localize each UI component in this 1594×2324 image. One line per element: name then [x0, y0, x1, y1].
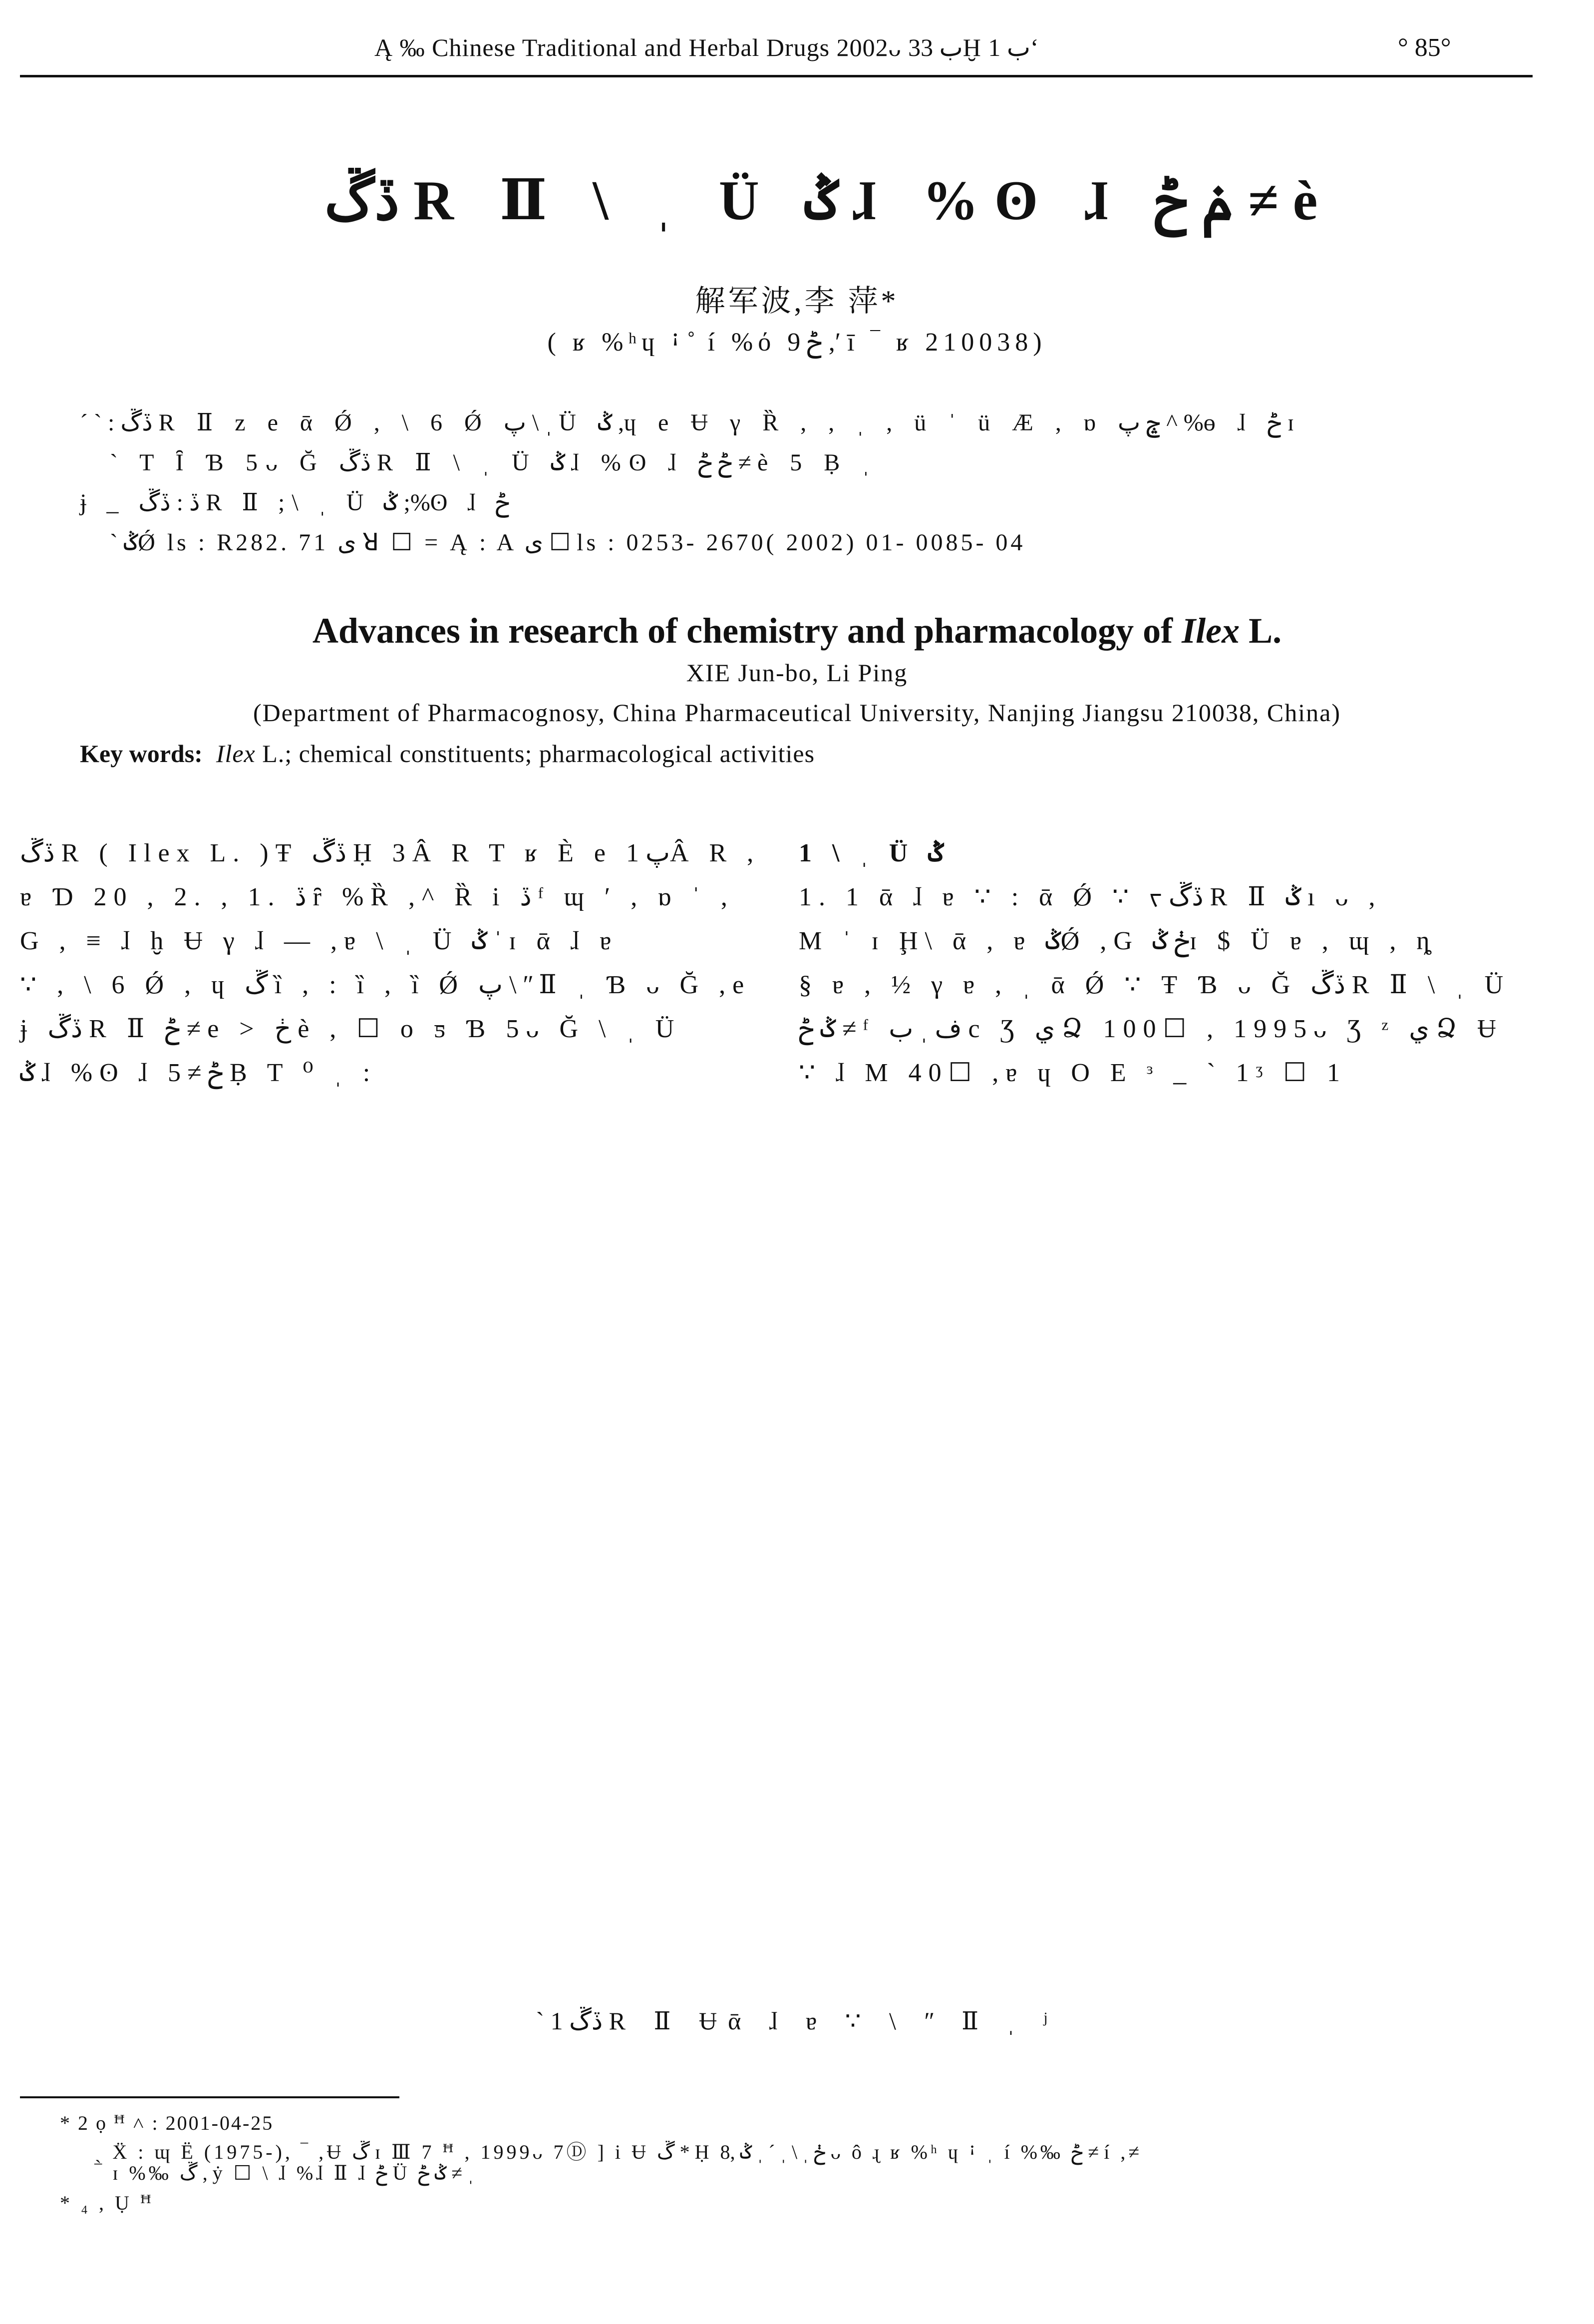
- section-heading: 1 \ ˌ Ü ݣ: [799, 839, 944, 867]
- keywords-cn: ɉ _ ڏ : ڏڱ R Ⅱ ;\ ˌ Ü ݣ ;%ʘ ɺ ݲ: [80, 489, 510, 516]
- footnote-corresponding: * ₄ , Ụ ꟸ: [60, 2192, 154, 2214]
- affiliation-cn: ( ʁ %ʰɥ ꜟ ̊ í %ό ݲ 9 ,ʹ ī ‾ ʁ 210038): [547, 328, 1047, 357]
- body-line: M ˈ ɪ Ḩ\ ᾱ , ɐ ݣǾ ,G ڂ ݣɪ $ Ü ɐ , ɰ , ȵ: [799, 927, 1437, 955]
- classification-line: ˋ ݣǾ ls : R282. 71 ى ꓤ ☐ = Ą : A ى ☐ ls : 0253- 2670( 2002) 01- 0085- 04: [110, 529, 1026, 556]
- body-line: ݣ ɺ %ʘ ɺ ݲ ≠ 5 Ḅ T ⁰ ˌ :: [20, 1059, 377, 1087]
- abstract-cn-line: ` T Ȋ Ɓ 5ᴗ Ğ ڏڱ R Ⅱ \ ˌ Ü ݣ ɺ %ʘ ɺ ݲ ݲ ≠ è 5 Ḅ ˌ: [110, 449, 878, 476]
- body-line: ɉ ڏڱ R Ⅱ ݲ ≠ e > ڂ è , ☐ o ƽ Ɓ 5ᴗ Ğ \ ˌ Ü: [20, 1015, 681, 1043]
- page-number: ° 85°: [1398, 33, 1451, 62]
- body-line: ∵ ɺ M 40☐ ,ɐ ɥ O E ᶟ _ ˋ 1ᶾ ☐ 1: [799, 1059, 1347, 1087]
- title-en-main: Advances in research of chemistry and pharmacology of: [312, 611, 1173, 651]
- keywords-en: [80, 739, 815, 768]
- body-column-left: [20, 831, 761, 1095]
- authors-en: XIE Jun-bo, Li Ping: [686, 659, 908, 687]
- affiliation-en: (Department of Pharmacognosy, China Pharmaceutical University, Nanjing Jiangsu 210038, China): [253, 699, 1341, 727]
- article-title-en: [0, 610, 1594, 652]
- header-rule: [20, 75, 1533, 77]
- footnote-author-bio: ‾ ɪ %‰ ڱ , ẏ ☐ \ ɺ %ɺ Ⅱ ɺ ݲ Ü ݣ ݲ ≠ ˌ: [95, 2162, 474, 2184]
- abstract-cn-line: ˊ ` : ڏڱ R Ⅱ z e ᾱ Ǿ , \ 6 Ǿ پ \ ˌ Ü ݣ ,ɥ e Ʉ γ Ȑ , , ˌ , ü ˈ ü Æ , ɒ ݘ پ ^ %ɵ ɺ ݲ ɪ: [80, 409, 1302, 436]
- footnote-author-bio: ˏ Ẍ : ɰ Ë (1975-), ‾ ,Ʉ ڱ ɪ Ⅲ 7 ꟸ , 1999ᴗ 7Ⓓ ] i Ʉ ڱ * Ḥ ڂ ˌ \ ˌ ˊ ˌ ݣ ,8 ᴗ ô ɻ ʁ %ʰ ɥ ꜟ ˌ í %‰ ݲ ≠ í ,≠: [95, 2141, 1143, 2163]
- body-line: ڏڱ R ( Ilex L. )Ŧ ڏڱ Ḥ 3Â R T ʁ È e پ 1Â R ,: [20, 839, 761, 867]
- keywords-en-text: L.; chemical constituents; pharmacological activities: [255, 740, 815, 768]
- keywords-en-label: Key words:: [80, 740, 203, 768]
- article-title-cn: ڏڱ R Ⅱ \ ˌ Ü ݣ ɺ %ʘ ɺ ݥ ݲ ≠ è: [324, 170, 1334, 232]
- body-line: ɐ Ɗ 20 , 2. , 1. ڏ ȓ %Ȑ ,^ Ȑ i ڏ ᶠ ɰ ʹ , ɒ ˈ ,: [20, 883, 734, 911]
- body-line: G , ≡ ɺ ḫ Ʉ γ ɺ — ,ɐ \ ˌ Ü ݣ ˈ ɪ ᾱ ɺ ɐ: [20, 927, 619, 955]
- body-column-right: [799, 831, 1513, 1095]
- figure-caption: ˋ 1 ڏڱ R Ⅱ Ʉᾱ ɺ ɐ ∵ \ ʺ Ⅱ ˌ ʲ: [536, 2007, 1058, 2035]
- title-en-genus: Ilex: [1182, 611, 1240, 651]
- journal-header: Ą ‰ Chinese Traditional and Herbal Drugs 2002ᴗ ب 33Ḫ ب 1ʻ: [374, 33, 1039, 61]
- keywords-en-genus: Ilex: [216, 740, 256, 768]
- body-line: 1. 1 ᾱ ɺ ɐ ∵ : ᾱ Ǿ ∵ ᠵ ڏڱ R Ⅱ ݣ ı ᴗ ,: [799, 883, 1382, 911]
- body-line: ݣ ݲ ≠ ᶠ ف ˌ ب c Ʒ ي Ձ 100☐ , 1995ᴗ Ʒ ᶻ ي Ձ Ʉ: [799, 1015, 1503, 1043]
- body-line: § ɐ , ½ γ ɐ , ˌ ᾱ Ǿ ∵ Ŧ Ɓ ᴗ Ğ ڏڱ R Ⅱ \ ˌ Ü: [799, 971, 1511, 999]
- title-en-tail: L.: [1240, 611, 1282, 651]
- body-line: ∵ , \ 6 Ǿ , ɥ ڱ ȉ , : ȉ , ȉ Ǿ پ \ ʺ Ⅱ ˌ Ɓ ᴗ Ğ ,e: [20, 971, 751, 999]
- footnote-received: * 2 ọ ꟸ ˄ : 2001-04-25: [60, 2112, 274, 2134]
- authors-cn: 解军波,李 萍*: [695, 285, 899, 318]
- footnote-rule: [20, 2096, 399, 2098]
